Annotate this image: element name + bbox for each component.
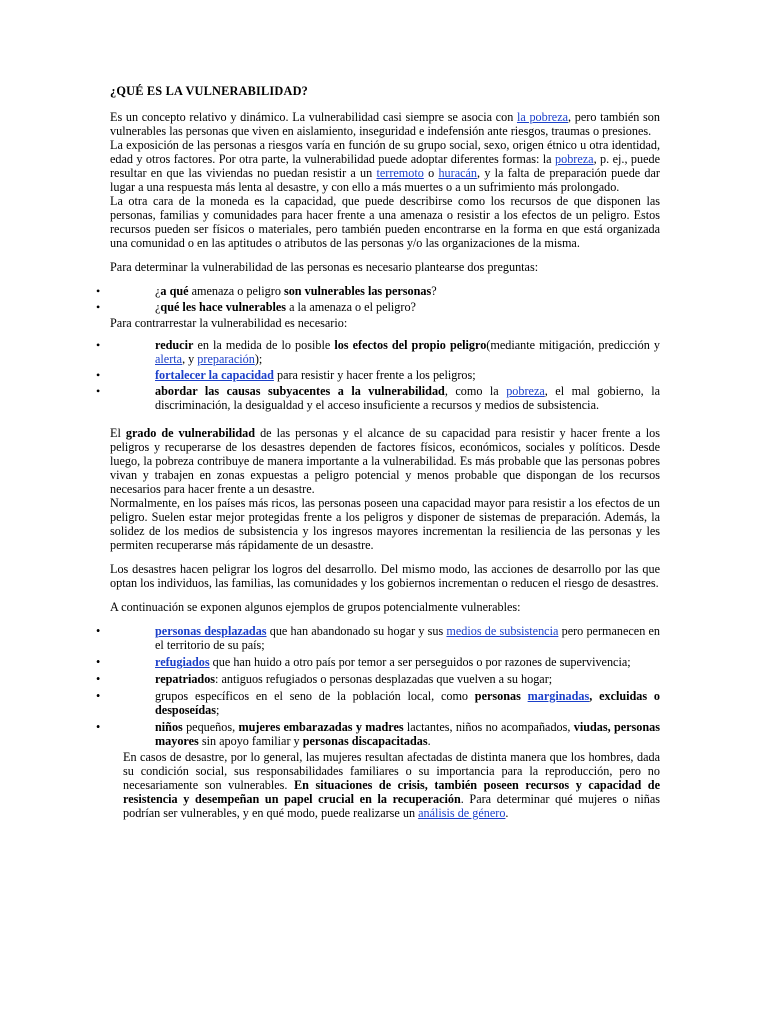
bullet-icon: • [96, 655, 101, 669]
paragraph-counter-intro: Para contrarrestar la vulnerabilidad es necesario: [110, 316, 348, 330]
list-item-grupos-especificos: • grupos específicos en el seno de la población local, como personas marginadas, excluidas o desposeídas; [96, 689, 661, 717]
link-personas-desplazadas[interactable]: personas desplazadas [155, 624, 267, 638]
bullet-icon: • [96, 689, 101, 703]
list-item-desplazadas: • personas desplazadas que han abandonado su hogar y sus medios de subsistencia pero permanecen en el territorio de su país; [96, 624, 661, 652]
document-body [96, 84, 661, 820]
list-item-refugiados: • refugiados que han huido a otro país por temor a ser perseguidos o por razones de supervivencia; [96, 655, 631, 669]
paragraph-grado: El grado de vulnerabilidad de las personas y el alcance de su capacidad para resistir y hacer frente a los peligros y recuperarse de los desastres dependen de factores físicos, económicos, sociales y políticos. Desde luego, la pobreza contribuye de manera importante a la vulnerabilidad. Es más probable que las personas pobres vivan y trabajen en zonas expuestas a peligro potencial y menos probable que dispongan de los recursos necesarios para hacer frente a un desastre. [110, 426, 660, 496]
link-refugiados[interactable]: refugiados [155, 655, 210, 669]
bullet-icon: • [96, 672, 101, 686]
link-analisis-genero[interactable]: análisis de género [418, 806, 506, 820]
bullet-icon: • [96, 284, 101, 298]
paragraph-exposure: La exposición de las personas a riesgos varía en función de su grupo social, sexo, origen étnico u otra identidad, edad y otros factores. Por otra parte, la vulnerabilidad puede adoptar diferentes formas: la pobreza, p. ej., puede resultar en que las viviendas no puedan resistir a un terremoto o huracán, y la falta de preparación puede dar lugar a una respuesta más lenta al desastre, y con ello a más muertes o a un sufrimiento más prolongado. [110, 138, 660, 194]
link-terremoto[interactable]: terremoto [376, 166, 424, 180]
paragraph-mujeres: En casos de desastre, por lo general, las mujeres resultan afectadas de distinta manera que los hombres, dada su condición social, sus responsabilidades familiares o su importancia para la reproducción, pero no necesariamente son vulnerables. En situaciones de crisis, también poseen recursos y capacidad de resistencia y desempeñan un papel crucial en la recuperación. Para determinar qué mujeres o niñas podrían ser vulnerables, y en qué modo, puede realizarse un análisis de género. [123, 750, 661, 820]
list-item-fortalecer: • fortalecer la capacidad para resistir y hacer frente a los peligros; [96, 368, 476, 382]
link-pobreza-2[interactable]: pobreza [506, 384, 545, 398]
paragraph-paises-ricos: Normalmente, en los países más ricos, las personas poseen una capacidad mayor para resistir a los efectos de un peligro. Suelen estar mejor protegidas frente a los peligros y disponer de sistemas de preparación. Además, la solidez de los medios de subsistencia y los ingresos mayores incrementan la resiliencia de las personas y les permiten recuperarse más rápidamente de un desastre. [110, 496, 660, 552]
link-alerta[interactable]: alerta [155, 352, 183, 366]
paragraph-questions-intro: Para determinar la vulnerabilidad de las personas es necesario plantearse dos preguntas: [110, 260, 539, 274]
bullet-icon: • [96, 384, 101, 398]
link-medios-subsistencia[interactable]: medios de subsistencia [446, 624, 559, 638]
bullet-icon: • [96, 624, 101, 638]
list-item-question-2: • ¿qué les hace vulnerables a la amenaza o el peligro? [96, 300, 416, 314]
link-preparacion[interactable]: preparación [197, 352, 255, 366]
link-la-pobreza[interactable]: la pobreza [516, 110, 569, 124]
bullet-icon: • [96, 338, 101, 352]
list-item-repatriados: • repatriados: antiguos refugiados o personas desplazadas que vuelven a su hogar; [96, 672, 553, 686]
list-item-question-1: • ¿a qué amenaza o peligro son vulnerables las personas? [96, 284, 437, 298]
paragraph-desarrollo: Los desastres hacen peligrar los logros del desarrollo. Del mismo modo, las acciones de desarrollo por las que optan los individuos, las familias, las comunidades y los gobiernos incrementan o reducen el riesgo de desastres. [110, 562, 660, 590]
link-huracan[interactable]: huracán [438, 166, 478, 180]
list-item-ninos: • niños pequeños, mujeres embarazadas y madres lactantes, niños no acompañados, viudas, personas mayores sin apoyo familiar y personas discapacitadas. [96, 720, 660, 748]
list-item-reducir: • reducir en la medida de lo posible los efectos del propio peligro(mediante mitigación, predicción y alerta, y preparación); [96, 338, 660, 366]
link-pobreza[interactable]: pobreza [555, 152, 594, 166]
paragraph-intro: Es un concepto relativo y dinámico. La vulnerabilidad casi siempre se asocia con la pobreza, pero también son vulnerables las personas que viven en aislamiento, inseguridad e indefensión ante riesgos, traumas o presiones. [110, 110, 660, 138]
paragraph-capacity: La otra cara de la moneda es la capacidad, que puede describirse como los recursos de que disponen las personas, familias y comunidades para hacer frente a una amenaza o resistir a los efectos de un peligro. Estos recursos pueden ser físicos o materiales, pero también pueden encontrarse en la forma en que está organizada una comunidad o en las aptitudes o atributos de las personas y/o las organizaciones de la misma. [110, 194, 660, 250]
link-fortalecer-capacidad[interactable]: fortalecer la capacidad [155, 368, 274, 382]
bullet-icon: • [96, 720, 101, 734]
bullet-icon: • [96, 300, 101, 314]
bullet-icon: • [96, 368, 101, 382]
page-title: ¿QUÉ ES LA VULNERABILIDAD? [110, 84, 309, 98]
list-item-abordar: • abordar las causas subyacentes a la vulnerabilidad, como la pobreza, el mal gobierno, la discriminación, la desigualdad y el acceso insuficiente a recursos y medios de subsistencia. [96, 384, 660, 412]
link-marginadas[interactable]: marginadas [527, 689, 590, 703]
paragraph-ejemplos-intro: A continuación se exponen algunos ejemplos de grupos potencialmente vulnerables: [110, 600, 521, 614]
